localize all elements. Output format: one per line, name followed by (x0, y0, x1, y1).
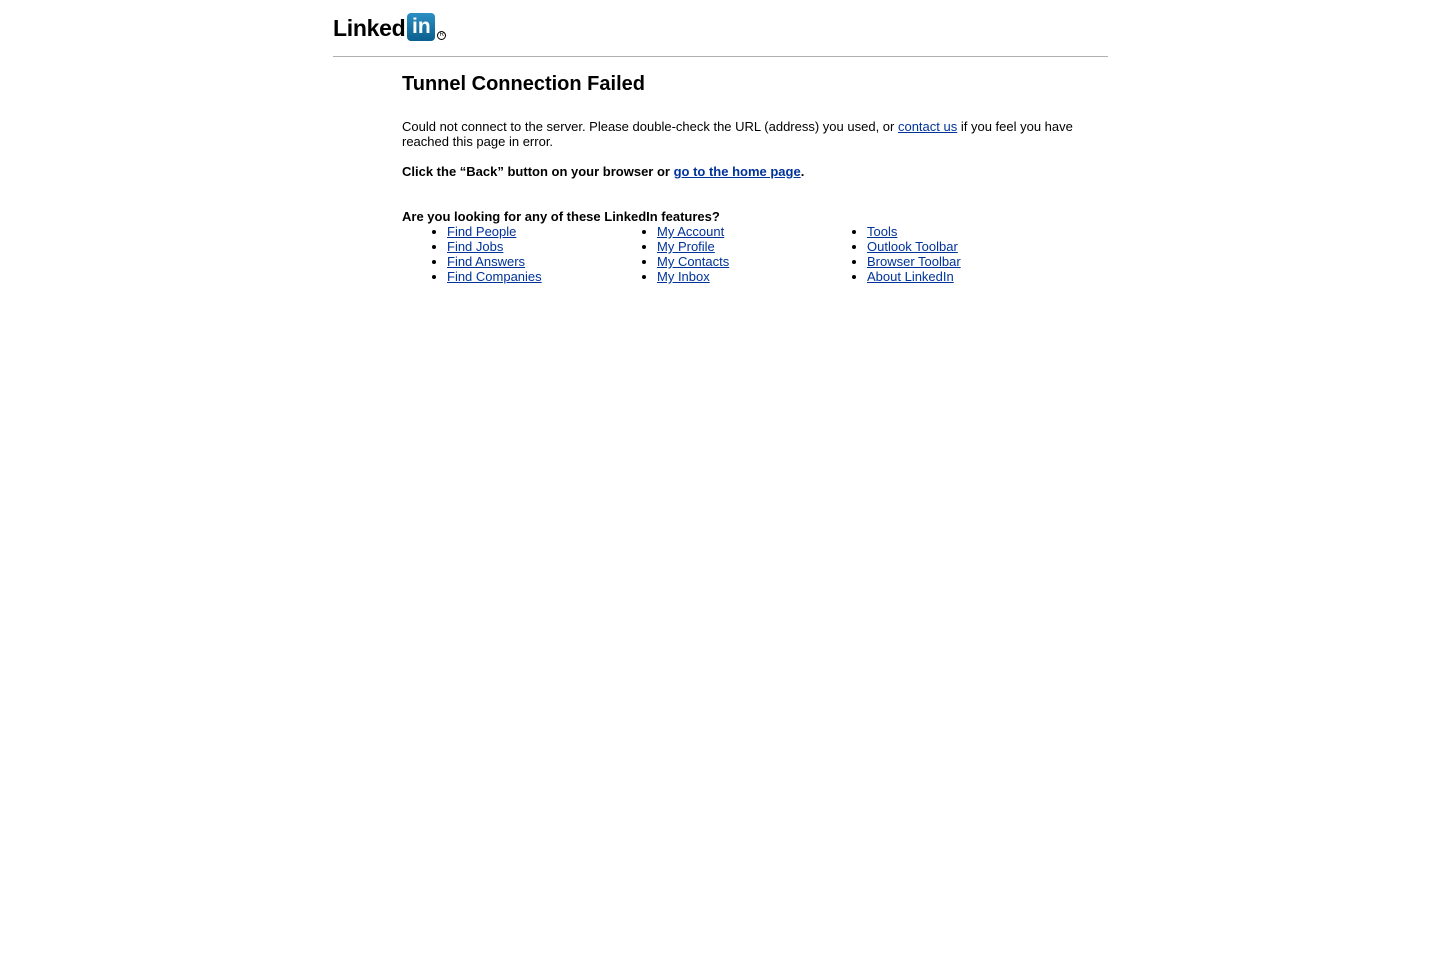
find-people-link[interactable]: Find People (447, 224, 517, 239)
back-instruction-text: Click the “Back” button on your browser or (402, 164, 674, 179)
list-item (657, 224, 822, 239)
tools-link[interactable]: Tools (867, 224, 898, 239)
header (333, 12, 1108, 57)
find-answers-link[interactable]: Find Answers (447, 254, 526, 269)
list-item (867, 269, 1032, 284)
outlook-toolbar-link[interactable]: Outlook Toolbar (867, 239, 958, 254)
features-column-1 (402, 224, 612, 284)
find-companies-link[interactable]: Find Companies (447, 269, 542, 284)
error-message-tail: if you feel you have reached this page in error. (402, 119, 1073, 149)
main-content (402, 70, 1102, 284)
list-item (447, 254, 612, 269)
browser-toolbar-link[interactable]: Browser Toolbar (867, 254, 961, 269)
features-lists (402, 224, 1102, 284)
my-inbox-link[interactable]: My Inbox (657, 269, 710, 284)
about-linkedin-link[interactable]: About LinkedIn (867, 269, 954, 284)
features-column-3 (822, 224, 1032, 284)
page-title: Tunnel Connection Failed (402, 73, 645, 95)
my-account-link[interactable]: My Account (657, 224, 725, 239)
list-item (657, 254, 822, 269)
logo-in-box: in (407, 13, 435, 41)
features-heading: Are you looking for any of these LinkedIn features? (402, 209, 720, 224)
back-instruction (402, 164, 1102, 179)
error-message-text: Could not connect to the server. Please double-check the URL (address) you used, or (402, 119, 898, 134)
features-column-2 (612, 224, 822, 284)
list-item (447, 239, 612, 254)
my-contacts-link[interactable]: My Contacts (657, 254, 730, 269)
list-item (867, 224, 1032, 239)
list-item (657, 239, 822, 254)
home-page-link[interactable]: go to the home page (673, 164, 801, 179)
back-instruction-tail: . (800, 164, 805, 179)
contact-us-link[interactable]: contact us (897, 119, 958, 134)
list-item (447, 224, 612, 239)
registered-icon: R (437, 31, 446, 40)
list-item (657, 269, 822, 284)
logo-wordmark: Linked (333, 15, 406, 41)
find-jobs-link[interactable]: Find Jobs (447, 239, 504, 254)
list-item (447, 269, 612, 284)
error-message (402, 119, 1102, 149)
list-item (867, 254, 1032, 269)
list-item (867, 239, 1032, 254)
my-profile-link[interactable]: My Profile (657, 239, 715, 254)
linkedin-logo[interactable] (333, 12, 446, 44)
